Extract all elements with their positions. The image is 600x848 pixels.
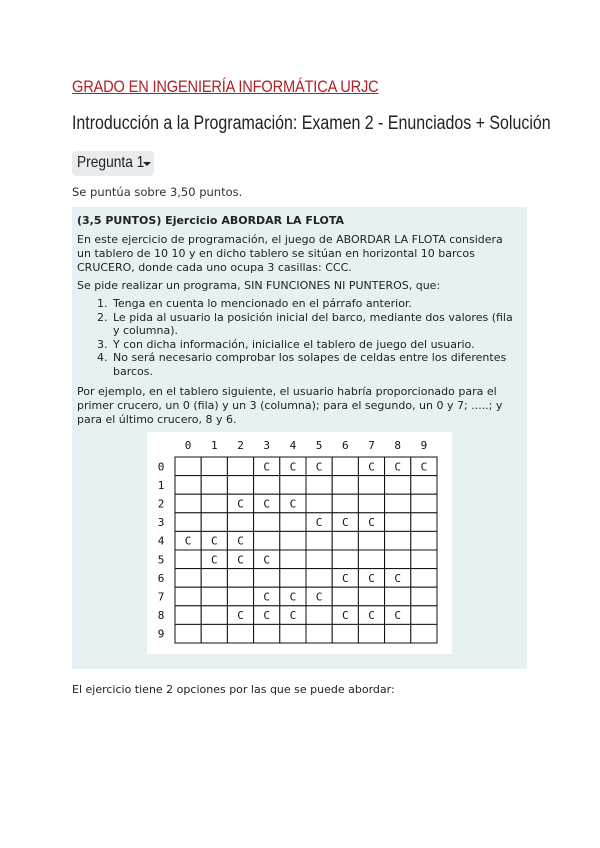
board-cell — [201, 587, 227, 606]
board-cell — [175, 550, 201, 569]
board-cell — [358, 587, 384, 606]
board-cell — [227, 569, 253, 588]
row-label: 1 — [157, 478, 165, 492]
ship-cell-mark: C — [394, 460, 402, 474]
board-cell — [385, 513, 411, 532]
ship-cell-mark: C — [237, 497, 244, 511]
board-cell — [358, 494, 384, 513]
board-cell — [332, 494, 358, 513]
board-cell — [175, 569, 201, 588]
row-label: 3 — [157, 516, 165, 530]
board-cell — [254, 531, 280, 550]
board-cell — [358, 476, 384, 495]
row-label: 0 — [157, 460, 165, 474]
ship-cell-mark: C — [289, 590, 297, 604]
board-cell — [358, 550, 384, 569]
ship-cell-mark: C — [341, 571, 349, 585]
requirements-list — [77, 297, 517, 378]
board-cell — [306, 476, 332, 495]
col-label: 6 — [341, 439, 349, 452]
board-image — [147, 432, 452, 654]
board-cell — [201, 476, 227, 495]
ship-cell-mark: C — [368, 460, 375, 474]
row-label: 6 — [157, 571, 165, 585]
board-cell — [411, 476, 437, 495]
statement-paragraph-1: En este ejercicio de programación, el juego de ABORDAR LA FLOTA considera un tablero de 10 10 y en dicho tablero se sitúan en horizontal 10 barcos CRUCERO, donde cada uno ocupa 3 casillas: CCC. — [77, 233, 503, 274]
page-title: Introducción a la Programación: Examen 2 - Enunciados + Solución — [72, 113, 551, 134]
board-cell — [306, 606, 332, 625]
ship-cell-mark: C — [341, 609, 349, 623]
board-cell — [254, 569, 280, 588]
list-item: 2. Le pida al usuario la posición inicial del barco, mediante dos valores (fila y columna). — [97, 310, 513, 337]
ship-cell-mark: C — [394, 609, 402, 623]
ship-cell-mark: C — [263, 497, 271, 511]
ship-cell-mark: C — [210, 534, 218, 548]
board-cell — [280, 513, 306, 532]
board-cell — [254, 476, 280, 495]
board-cell — [411, 606, 437, 625]
board-cell — [175, 476, 201, 495]
board-cell — [227, 587, 253, 606]
ship-cell-mark: C — [237, 553, 244, 567]
statement-panel — [72, 207, 527, 669]
board-cell — [306, 494, 332, 513]
board-cell — [175, 494, 201, 513]
board-cell — [175, 457, 201, 476]
ship-cell-mark: C — [341, 516, 349, 530]
board-cell — [306, 569, 332, 588]
ship-cell-mark: C — [263, 590, 271, 604]
board-cell — [254, 624, 280, 643]
question-label: Pregunta 1 — [77, 154, 145, 171]
board-cell — [411, 624, 437, 643]
col-label: 0 — [184, 439, 192, 452]
col-label: 1 — [210, 439, 218, 452]
ship-cell-mark: C — [315, 516, 323, 530]
col-label: 5 — [315, 439, 323, 452]
ship-cell-mark: C — [263, 609, 271, 623]
col-label: 7 — [368, 439, 375, 452]
board-cell — [201, 494, 227, 513]
board-cell — [201, 606, 227, 625]
row-label: 7 — [157, 590, 165, 604]
ship-cell-mark: C — [420, 460, 428, 474]
board-cell — [411, 494, 437, 513]
board-cell — [306, 624, 332, 643]
board-cell — [385, 550, 411, 569]
board-cell — [332, 457, 358, 476]
question-score: Se puntúa sobre 3,50 puntos. — [72, 185, 243, 199]
board-cell — [332, 550, 358, 569]
list-item: 4. No será necesario comprobar los solapes de celdas entre los diferentes barcos. — [97, 351, 507, 378]
list-item: 3. Y con dicha información, inicialice el tablero de juego del usuario. — [97, 337, 475, 351]
board-cell — [280, 531, 306, 550]
exercise-title: (3,5 PUNTOS) Ejercicio ABORDAR LA FLOTA — [77, 214, 344, 227]
caret-down-icon — [143, 162, 151, 166]
board-cell — [227, 476, 253, 495]
board-cell — [280, 569, 306, 588]
board-cell — [411, 531, 437, 550]
row-label: 4 — [157, 534, 165, 548]
ship-cell-mark: C — [368, 516, 375, 530]
board-grid — [147, 432, 452, 654]
col-label: 9 — [420, 439, 428, 452]
board-cell — [332, 476, 358, 495]
board-cell — [332, 531, 358, 550]
board-cell — [280, 476, 306, 495]
row-label: 5 — [157, 553, 165, 567]
ship-cell-mark: C — [210, 553, 218, 567]
ship-cell-mark: C — [289, 460, 297, 474]
board-cell — [175, 587, 201, 606]
board-cell — [175, 513, 201, 532]
board-cell — [227, 513, 253, 532]
ship-cell-mark: C — [289, 609, 297, 623]
board-cell — [201, 569, 227, 588]
board-cell — [358, 531, 384, 550]
col-label: 8 — [394, 439, 402, 452]
board-cell — [201, 457, 227, 476]
col-label: 2 — [237, 439, 244, 452]
ship-cell-mark: C — [263, 553, 271, 567]
board-cell — [306, 531, 332, 550]
board-cell — [385, 624, 411, 643]
board-cell — [280, 624, 306, 643]
statement-paragraph-3: Por ejemplo, en el tablero siguiente, el usuario habría proporcionado para el primer crucero, un 0 (fila) y un 3 (columna); para el segundo, un 0 y 7; .....; y para el último crucero, 8 y 6. — [77, 385, 503, 426]
options-intro: El ejercicio tiene 2 opciones por las que se puede abordar: — [72, 683, 395, 696]
statement-paragraph-2: Se pide realizar un programa, SIN FUNCIONES NI PUNTEROS, que: — [77, 279, 441, 292]
board-cell — [385, 587, 411, 606]
row-label: 2 — [157, 497, 165, 511]
ship-cell-mark: C — [394, 571, 402, 585]
board-cell — [411, 550, 437, 569]
ship-cell-mark: C — [237, 609, 244, 623]
row-label: 8 — [157, 609, 165, 623]
board-cell — [411, 587, 437, 606]
board-cell — [227, 624, 253, 643]
board-cell — [280, 550, 306, 569]
ship-cell-mark: C — [315, 460, 323, 474]
board-cell — [175, 624, 201, 643]
university-link[interactable]: GRADO EN INGENIERÍA INFORMÁTICA URJC — [72, 77, 379, 96]
ship-cell-mark: C — [263, 460, 271, 474]
ship-cell-mark: C — [237, 534, 244, 548]
ship-cell-mark: C — [184, 534, 192, 548]
ship-cell-mark: C — [315, 590, 323, 604]
board-cell — [332, 587, 358, 606]
ship-cell-mark: C — [368, 609, 375, 623]
board-cell — [358, 624, 384, 643]
board-cell — [175, 606, 201, 625]
board-cell — [332, 624, 358, 643]
board-cell — [227, 457, 253, 476]
board-cell — [411, 569, 437, 588]
board-cell — [385, 531, 411, 550]
col-label: 3 — [263, 439, 271, 452]
board-cell — [385, 476, 411, 495]
board-cell — [254, 513, 280, 532]
row-label: 9 — [157, 627, 165, 641]
board-cell — [411, 513, 437, 532]
board-cell — [201, 624, 227, 643]
board-cell — [385, 494, 411, 513]
ship-cell-mark: C — [289, 497, 297, 511]
board-cell — [306, 550, 332, 569]
list-item: 1. Tenga en cuenta lo mencionado en el párrafo anterior. — [97, 297, 412, 310]
question-dropdown[interactable] — [72, 151, 154, 176]
ship-cell-mark: C — [368, 571, 375, 585]
board-cell — [201, 513, 227, 532]
col-label: 4 — [289, 439, 297, 452]
